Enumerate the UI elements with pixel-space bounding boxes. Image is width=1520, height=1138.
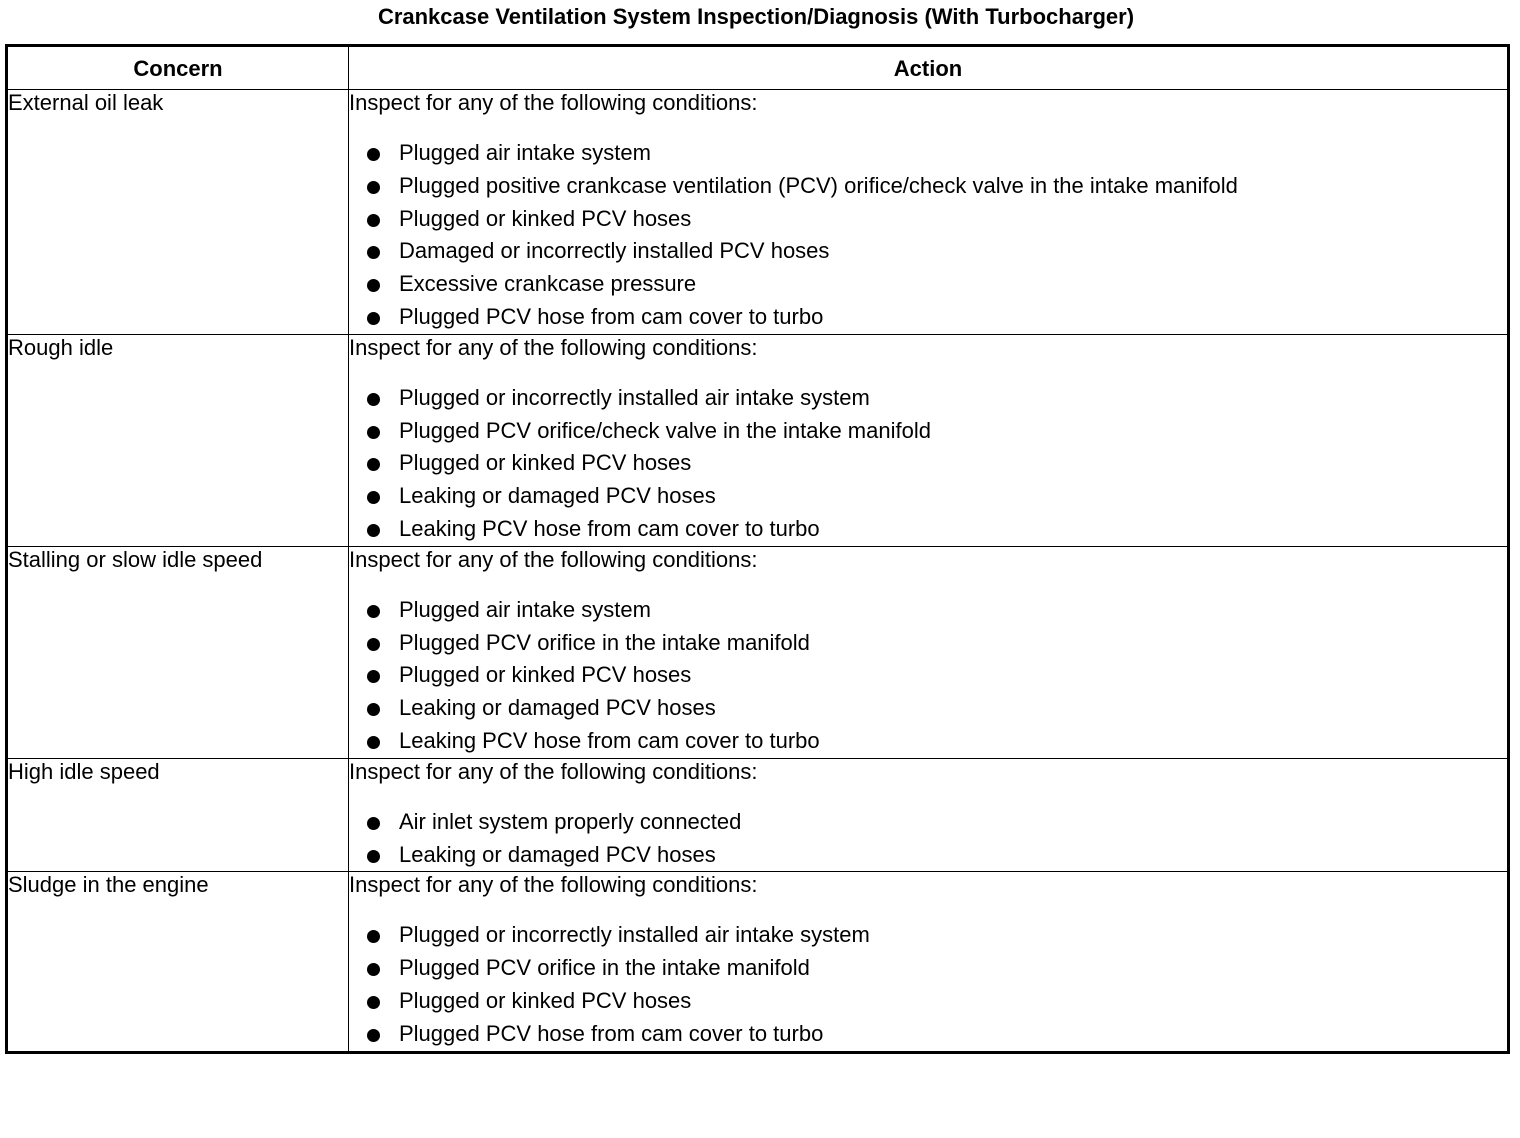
action-cell xyxy=(349,546,1509,758)
concern-cell: High idle speed xyxy=(7,758,349,872)
bullet-icon xyxy=(367,458,380,471)
bullet-icon xyxy=(367,703,380,716)
condition-text: Plugged or incorrectly installed air intake system xyxy=(399,922,870,948)
condition-list xyxy=(349,137,1507,334)
bullet-icon xyxy=(367,491,380,504)
list-item xyxy=(349,627,1507,660)
list-item xyxy=(349,447,1507,480)
action-intro: Inspect for any of the following conditions: xyxy=(349,758,758,784)
bullet-icon xyxy=(367,214,380,227)
condition-text: Plugged PCV hose from cam cover to turbo xyxy=(399,303,824,329)
list-item xyxy=(349,919,1507,952)
condition-text: Plugged or kinked PCV hoses xyxy=(399,662,692,688)
condition-text: Plugged or kinked PCV hoses xyxy=(399,987,692,1013)
list-item xyxy=(349,203,1507,236)
bullet-icon xyxy=(367,312,380,325)
concern-cell: Sludge in the engine xyxy=(7,872,349,1052)
condition-list xyxy=(349,806,1507,872)
action-intro: Inspect for any of the following conditions: xyxy=(349,872,758,898)
bullet-icon xyxy=(367,279,380,292)
action-cell xyxy=(349,334,1509,546)
condition-text: Plugged PCV orifice in the intake manifold xyxy=(399,955,810,981)
list-item xyxy=(349,382,1507,415)
table-row xyxy=(7,758,1509,872)
bullet-icon xyxy=(367,736,380,749)
diagnosis-table xyxy=(5,44,1510,1054)
table-row xyxy=(7,546,1509,758)
bullet-icon xyxy=(367,963,380,976)
list-item xyxy=(349,985,1507,1018)
bullet-icon xyxy=(367,1029,380,1042)
action-cell xyxy=(349,872,1509,1052)
condition-text: Leaking PCV hose from cam cover to turbo xyxy=(399,727,820,753)
list-item xyxy=(349,952,1507,985)
condition-text: Plugged PCV orifice in the intake manifold xyxy=(399,629,810,655)
condition-text: Plugged PCV hose from cam cover to turbo xyxy=(399,1020,824,1046)
concern-cell: Rough idle xyxy=(7,334,349,546)
list-item xyxy=(349,137,1507,170)
table-header-row xyxy=(7,46,1509,90)
bullet-icon xyxy=(367,638,380,651)
list-item xyxy=(349,513,1507,546)
bullet-icon xyxy=(367,524,380,537)
list-item xyxy=(349,594,1507,627)
bullet-icon xyxy=(367,246,380,259)
list-item xyxy=(349,692,1507,725)
bullet-icon xyxy=(367,605,380,618)
list-item xyxy=(349,1018,1507,1051)
list-item xyxy=(349,659,1507,692)
condition-text: Plugged or incorrectly installed air intake system xyxy=(399,384,870,410)
page-title: Crankcase Ventilation System Inspection/Diagnosis (With Turbocharger) xyxy=(377,4,1135,29)
condition-list xyxy=(349,382,1507,546)
condition-text: Damaged or incorrectly installed PCV hoses xyxy=(399,238,830,264)
condition-text: Leaking PCV hose from cam cover to turbo xyxy=(399,515,820,541)
action-intro: Inspect for any of the following conditions: xyxy=(349,334,758,360)
list-item xyxy=(349,170,1507,203)
header-action: Action xyxy=(349,46,1509,90)
action-intro: Inspect for any of the following conditions: xyxy=(349,90,758,115)
bullet-icon xyxy=(367,181,380,194)
bullet-icon xyxy=(367,393,380,406)
list-item xyxy=(349,301,1507,334)
condition-text: Leaking or damaged PCV hoses xyxy=(399,483,716,509)
list-item xyxy=(349,480,1507,513)
list-item xyxy=(349,839,1507,872)
condition-text: Plugged or kinked PCV hoses xyxy=(399,450,692,476)
bullet-icon xyxy=(367,426,380,439)
table-row xyxy=(7,90,1509,335)
condition-text: Plugged air intake system xyxy=(399,140,651,165)
concern-cell: External oil leak xyxy=(7,90,349,335)
bullet-icon xyxy=(367,996,380,1009)
header-concern: Concern xyxy=(7,46,349,90)
condition-text: Excessive crankcase pressure xyxy=(399,271,697,297)
table-row xyxy=(7,334,1509,546)
bullet-icon xyxy=(367,817,380,830)
list-item xyxy=(349,806,1507,839)
condition-text: Leaking or damaged PCV hoses xyxy=(399,695,716,721)
condition-text: Leaking or damaged PCV hoses xyxy=(399,841,716,867)
table-row xyxy=(7,872,1509,1052)
condition-list xyxy=(349,919,1507,1050)
action-cell xyxy=(349,90,1509,335)
bullet-icon xyxy=(367,148,380,161)
list-item xyxy=(349,725,1507,758)
table-body xyxy=(7,90,1509,1053)
condition-list xyxy=(349,594,1507,758)
list-item xyxy=(349,415,1507,448)
bullet-icon xyxy=(367,850,380,863)
concern-cell: Stalling or slow idle speed xyxy=(7,546,349,758)
condition-text: Plugged air intake system xyxy=(399,596,651,622)
list-item xyxy=(349,235,1507,268)
action-cell xyxy=(349,758,1509,872)
condition-text: Plugged positive crankcase ventilation (PCV) orifice/check valve in the intake manifold xyxy=(399,172,1238,198)
bullet-icon xyxy=(367,930,380,943)
list-item xyxy=(349,268,1507,301)
bullet-icon xyxy=(367,670,380,683)
condition-text: Air inlet system properly connected xyxy=(399,808,742,834)
condition-text: Plugged or kinked PCV hoses xyxy=(399,205,692,231)
action-intro: Inspect for any of the following conditions: xyxy=(349,546,758,572)
condition-text: Plugged PCV orifice/check valve in the intake manifold xyxy=(399,417,931,443)
